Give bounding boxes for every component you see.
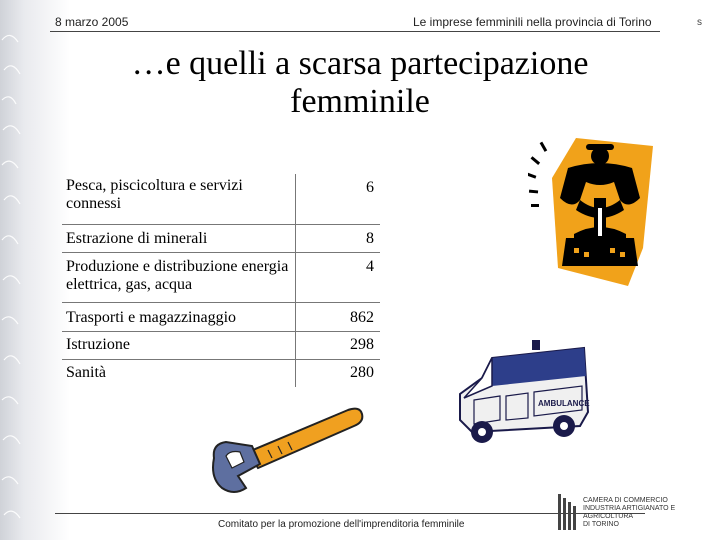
row-value: 4 xyxy=(296,252,381,302)
logo-line-1: CAMERA DI COMMERCIO xyxy=(583,497,668,504)
slide-number: s xyxy=(697,17,702,28)
row-value: 6 xyxy=(366,179,374,196)
table-row xyxy=(62,302,380,331)
row-label: Estrazione di minerali xyxy=(62,224,296,252)
table-row xyxy=(62,252,380,302)
table-row xyxy=(62,174,380,224)
row-value: 862 xyxy=(296,302,381,331)
chamber-logo-text xyxy=(583,497,703,529)
logo-line-3: DI TORINO xyxy=(583,521,619,528)
wrench-icon xyxy=(208,402,366,498)
table-row xyxy=(62,224,380,252)
footer-text: Comitato per la promozione dell'imprenditoria femminile xyxy=(218,519,465,530)
row-label: Produzione e distribuzione energia elettrica, gas, acqua xyxy=(62,252,296,302)
slide-title-line-1: …e quelli a scarsa partecipazione xyxy=(131,45,589,82)
row-value: 298 xyxy=(296,331,381,359)
row-value: 8 xyxy=(296,224,381,252)
jackhammer-worker-icon xyxy=(528,138,653,288)
slide-title-line-2: femminile xyxy=(290,83,430,120)
header-title: Le imprese femminili nella provincia di Torino xyxy=(413,15,652,29)
header-divider xyxy=(50,31,660,32)
chamber-logo-icon xyxy=(556,492,580,532)
table-row xyxy=(62,359,380,387)
sector-table xyxy=(62,174,380,387)
row-label: Trasporti e magazzinaggio xyxy=(62,302,296,331)
header-date: 8 marzo 2005 xyxy=(55,15,129,29)
side-decoration xyxy=(0,0,40,540)
row-value: 280 xyxy=(296,359,381,387)
table-row xyxy=(62,331,380,359)
logo-line-2: INDUSTRIA ARTIGIANATO E AGRICOLTURA xyxy=(583,505,676,520)
row-label: Sanità xyxy=(62,359,296,387)
row-label: Pesca, piscicoltura e servizi connessi xyxy=(62,174,296,224)
ambulance-label: AMBULANCE xyxy=(538,399,590,408)
ambulance-icon xyxy=(452,340,597,450)
slide-title xyxy=(40,45,680,121)
row-label: Istruzione xyxy=(62,331,296,359)
